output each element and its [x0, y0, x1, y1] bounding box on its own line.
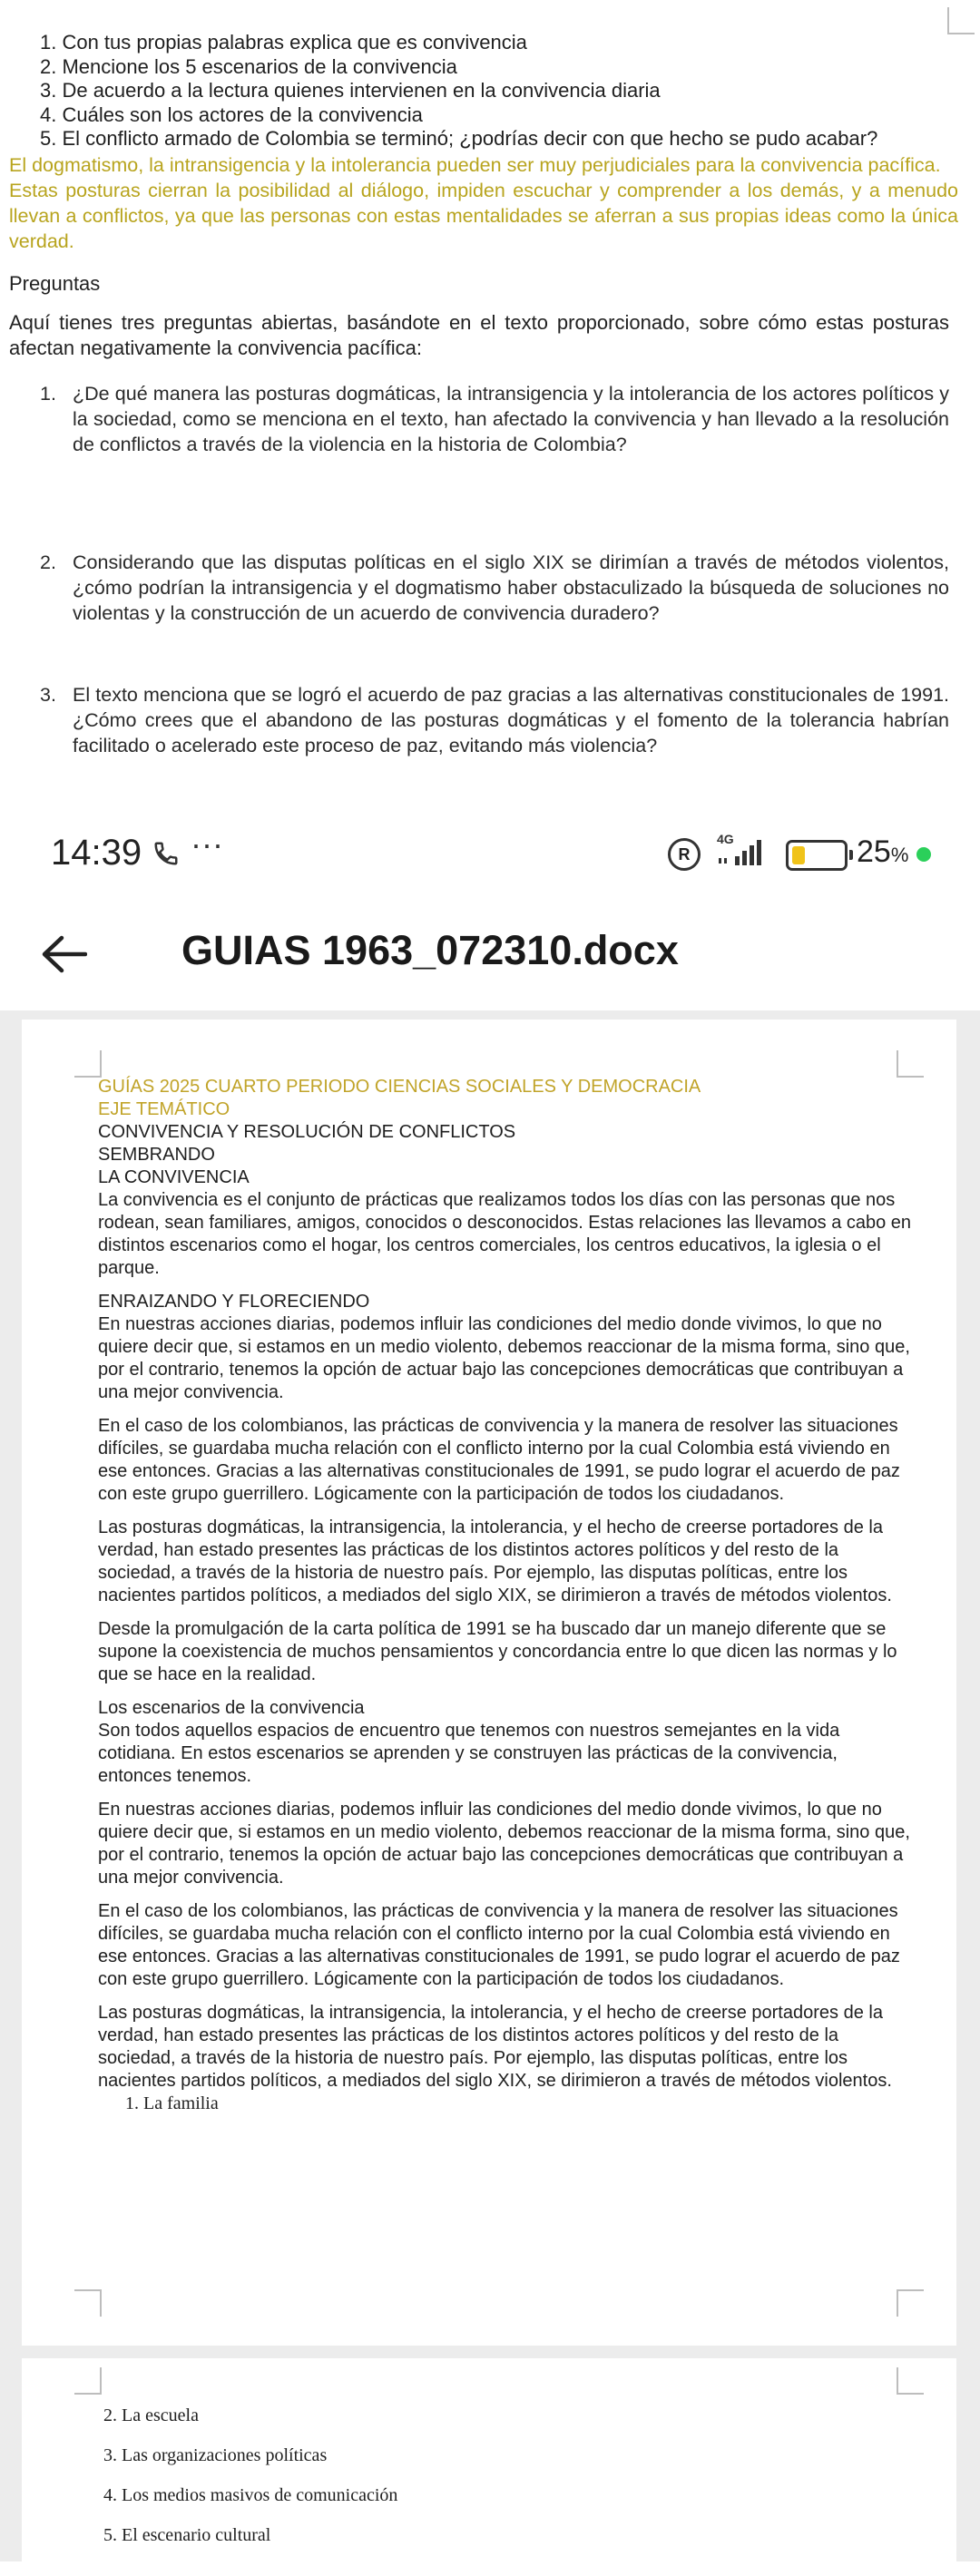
- document-top-section: [0, 0, 980, 816]
- intro-paragraph: Aquí tienes tres preguntas abiertas, basándote en el texto proporcionado, sobre cómo estas posturas afectan negativamente la convivencia pacífica:: [9, 311, 949, 359]
- highlighted-text-first: El dogmatismo, la intransigencia y la intolerancia pueden ser muy perjudiciales para la convivencia pacífica.: [9, 154, 941, 176]
- open-question: [40, 550, 949, 626]
- document-page: [22, 1020, 956, 2346]
- sembrando-heading: SEMBRANDO: [98, 1145, 215, 1165]
- question-number: 3.: [40, 684, 56, 706]
- more-notifications-icon: ···: [191, 825, 223, 863]
- page-corner-mark: [74, 2367, 102, 2395]
- page-corner-mark: [947, 7, 975, 34]
- registered-icon: R: [668, 838, 701, 871]
- battery-icon: [786, 840, 848, 871]
- highlighted-text-rest: Estas posturas cierran la posibilidad al diálogo, impiden escuchar y comprender a los demás, y a menudo llevan a conflictos, ya que las personas con estas mentalidades se aferran a sus propias ideas como la única verdad.: [9, 180, 958, 252]
- guide-heading: GUÍAS 2025 CUARTO PERIODO CIENCIAS SOCIALES Y DEMOCRACIA: [98, 1077, 701, 1097]
- question-item: 5. El conflicto armado de Colombia se terminó; ¿podrías decir con que hecho se pudo acabar?: [40, 127, 878, 150]
- question-item: 2. Mencione los 5 escenarios de la convivencia: [40, 54, 457, 78]
- escenarios-heading: Los escenarios de la convivencia: [98, 1698, 365, 1718]
- page-corner-mark: [74, 1050, 102, 1078]
- paragraph: Las posturas dogmáticas, la intransigencia, la intolerancia, y el hecho de creerse portadores de la verdad, han estado presentes las prácticas de los distintos actores políticos y del resto de la sociedad, a través de la historia de nuestro país. Por ejemplo, las disputas políticas, entre los nacientes partidos políticos, a mediados del siglo XIX, se dirimieron a través de métodos violentos.: [98, 2003, 892, 2091]
- open-question: [40, 381, 949, 457]
- convivencia-heading: LA CONVIVENCIA: [98, 1167, 250, 1187]
- list-item: 3. Las organizaciones políticas: [103, 2445, 328, 2465]
- battery-percent-unit: %: [890, 844, 909, 866]
- battery-level: [792, 846, 805, 864]
- eje-tematico-heading: EJE TEMÁTICO: [98, 1099, 230, 1119]
- list-item: 5. El escenario cultural: [103, 2525, 271, 2545]
- question-item: 4. Cuáles son los actores de la convivencia: [40, 102, 423, 126]
- page-corner-mark: [897, 1050, 924, 1078]
- question-text: El texto menciona que se logró el acuerdo de paz gracias a las alternativas constitucionales de 1991. ¿Cómo crees que el abandono de las posturas dogmáticas y el fomento de la tolerancia habrían facilitado o acelerado este proceso de paz, evitando más violencia?: [73, 684, 949, 756]
- question-list: [40, 31, 947, 151]
- network-label: 4G: [717, 832, 734, 846]
- paragraph: Las posturas dogmáticas, la intransigencia, la intolerancia, y el hecho de creerse portadores de la verdad, han estado presentes las prácticas de los distintos actores políticos y del resto de la sociedad, a través de la historia de nuestro país. Por ejemplo, las disputas políticas, entre los nacientes partidos políticos, a mediados del siglo XIX, se dirimieron a través de métodos violentos.: [98, 1517, 892, 1605]
- question-text: Considerando que las disputas políticas en el siglo XIX se dirimían a través de métodos violentos, ¿cómo podrían la intransigencia y el dogmatismo haber obstaculizado la búsqueda de soluciones no violentas y la construcción de un acuerdo de convivencia duradero?: [73, 551, 949, 624]
- page-corner-mark: [897, 2289, 924, 2317]
- paragraph: En el caso de los colombianos, las prácticas de convivencia y la manera de resolver las situaciones difíciles, se guardaba mucha relación con el conflicto interno por la cual Colombia está viviendo en ese entonces. Gracias a las alternativas constitucionales de 1991, se pudo lograr el acuerdo de paz con este grupo guerrillero. Lógicamente con la participación de todos los ciudadanos.: [98, 1901, 900, 1989]
- question-item: 3. De acuerdo a la lectura quienes intervienen en la convivencia diaria: [40, 79, 661, 102]
- paragraph: En el caso de los colombianos, las prácticas de convivencia y la manera de resolver las situaciones difíciles, se guardaba mucha relación con el conflicto interno por la cual Colombia está viviendo en ese entonces. Gracias a las alternativas constitucionales de 1991, se pudo lograr el acuerdo de paz con este grupo guerrillero. Lógicamente con la participación de todos los ciudadanos.: [98, 1416, 900, 1504]
- list-item: 4. Los medios masivos de comunicación: [103, 2485, 398, 2505]
- paragraph: Son todos aquellos espacios de encuentro que tenemos con nuestros semejantes en la vida cotidiana. En estos escenarios se aprenden y se construyen las prácticas de la convivencia, entonces tenemos.: [98, 1721, 840, 1786]
- battery-percent: [857, 834, 908, 870]
- preguntas-heading: Preguntas: [9, 272, 101, 295]
- status-dot-icon: [916, 847, 931, 862]
- page-corner-mark: [74, 2289, 102, 2317]
- question-number: 2.: [40, 551, 56, 573]
- page-corner-mark: [897, 2367, 924, 2395]
- question-text: ¿De qué manera las posturas dogmáticas, la intransigencia y la intolerancia de los actores políticos y la sociedad, como se menciona en el texto, han afectado la convivencia y han llevado a la resolución de conflictos a través de la violencia en la historia de Colombia?: [73, 383, 949, 455]
- document-title: GUIAS 1963_072310.docx: [181, 927, 679, 973]
- battery-percent-value: 25: [857, 834, 891, 869]
- back-arrow-icon[interactable]: [40, 934, 87, 974]
- paragraph: La convivencia es el conjunto de prácticas que realizamos todos los días con las personas que nos rodean, sean familiares, amigos, conocidos o desconocidos. Estas relaciones las llevamos a cabo en distintos escenarios como el hogar, los centros comerciales, los centros educativos, la iglesia o el parque.: [98, 1190, 912, 1278]
- question-item: 1. Con tus propias palabras explica que es convivencia: [40, 31, 527, 54]
- open-question: [40, 682, 949, 758]
- paragraph: En nuestras acciones diarias, podemos influir las condiciones del medio donde vivimos, lo que no quiere decir que, si estamos en un medio violento, debemos reaccionar de la misma forma, sino que, por el contrario, tenemos la opción de actuar bajo las concepciones democráticas que contribuyan a una mejor convivencia.: [98, 1314, 910, 1402]
- topic-heading: CONVIVENCIA Y RESOLUCIÓN DE CONFLICTOS: [98, 1122, 516, 1142]
- paragraph: En nuestras acciones diarias, podemos influir las condiciones del medio donde vivimos, lo que no quiere decir que, si estamos en un medio violento, debemos reaccionar de la misma forma, sino que, por el contrario, tenemos la opción de actuar bajo las concepciones democráticas que contribuyan a una mejor convivencia.: [98, 1800, 910, 1888]
- page-body: [98, 1076, 915, 2115]
- list-item: 2. La escuela: [103, 2405, 199, 2425]
- paragraph: Desde la promulgación de la carta política de 1991 se ha buscado dar un manejo diferente que se supone la coexistencia de muchos pensamientos y concordancia entre lo que dicen las normas y lo que se hace en la realidad.: [98, 1619, 897, 1684]
- enraizando-heading: ENRAIZANDO Y FLORECIENDO: [98, 1292, 370, 1312]
- battery-cap: [849, 850, 853, 860]
- question-number: 1.: [40, 383, 56, 405]
- status-time: 14:39: [51, 833, 142, 873]
- signal-4g-icon: [715, 831, 768, 869]
- list-item: 1. La familia: [125, 2093, 219, 2113]
- phone-icon: [152, 840, 180, 867]
